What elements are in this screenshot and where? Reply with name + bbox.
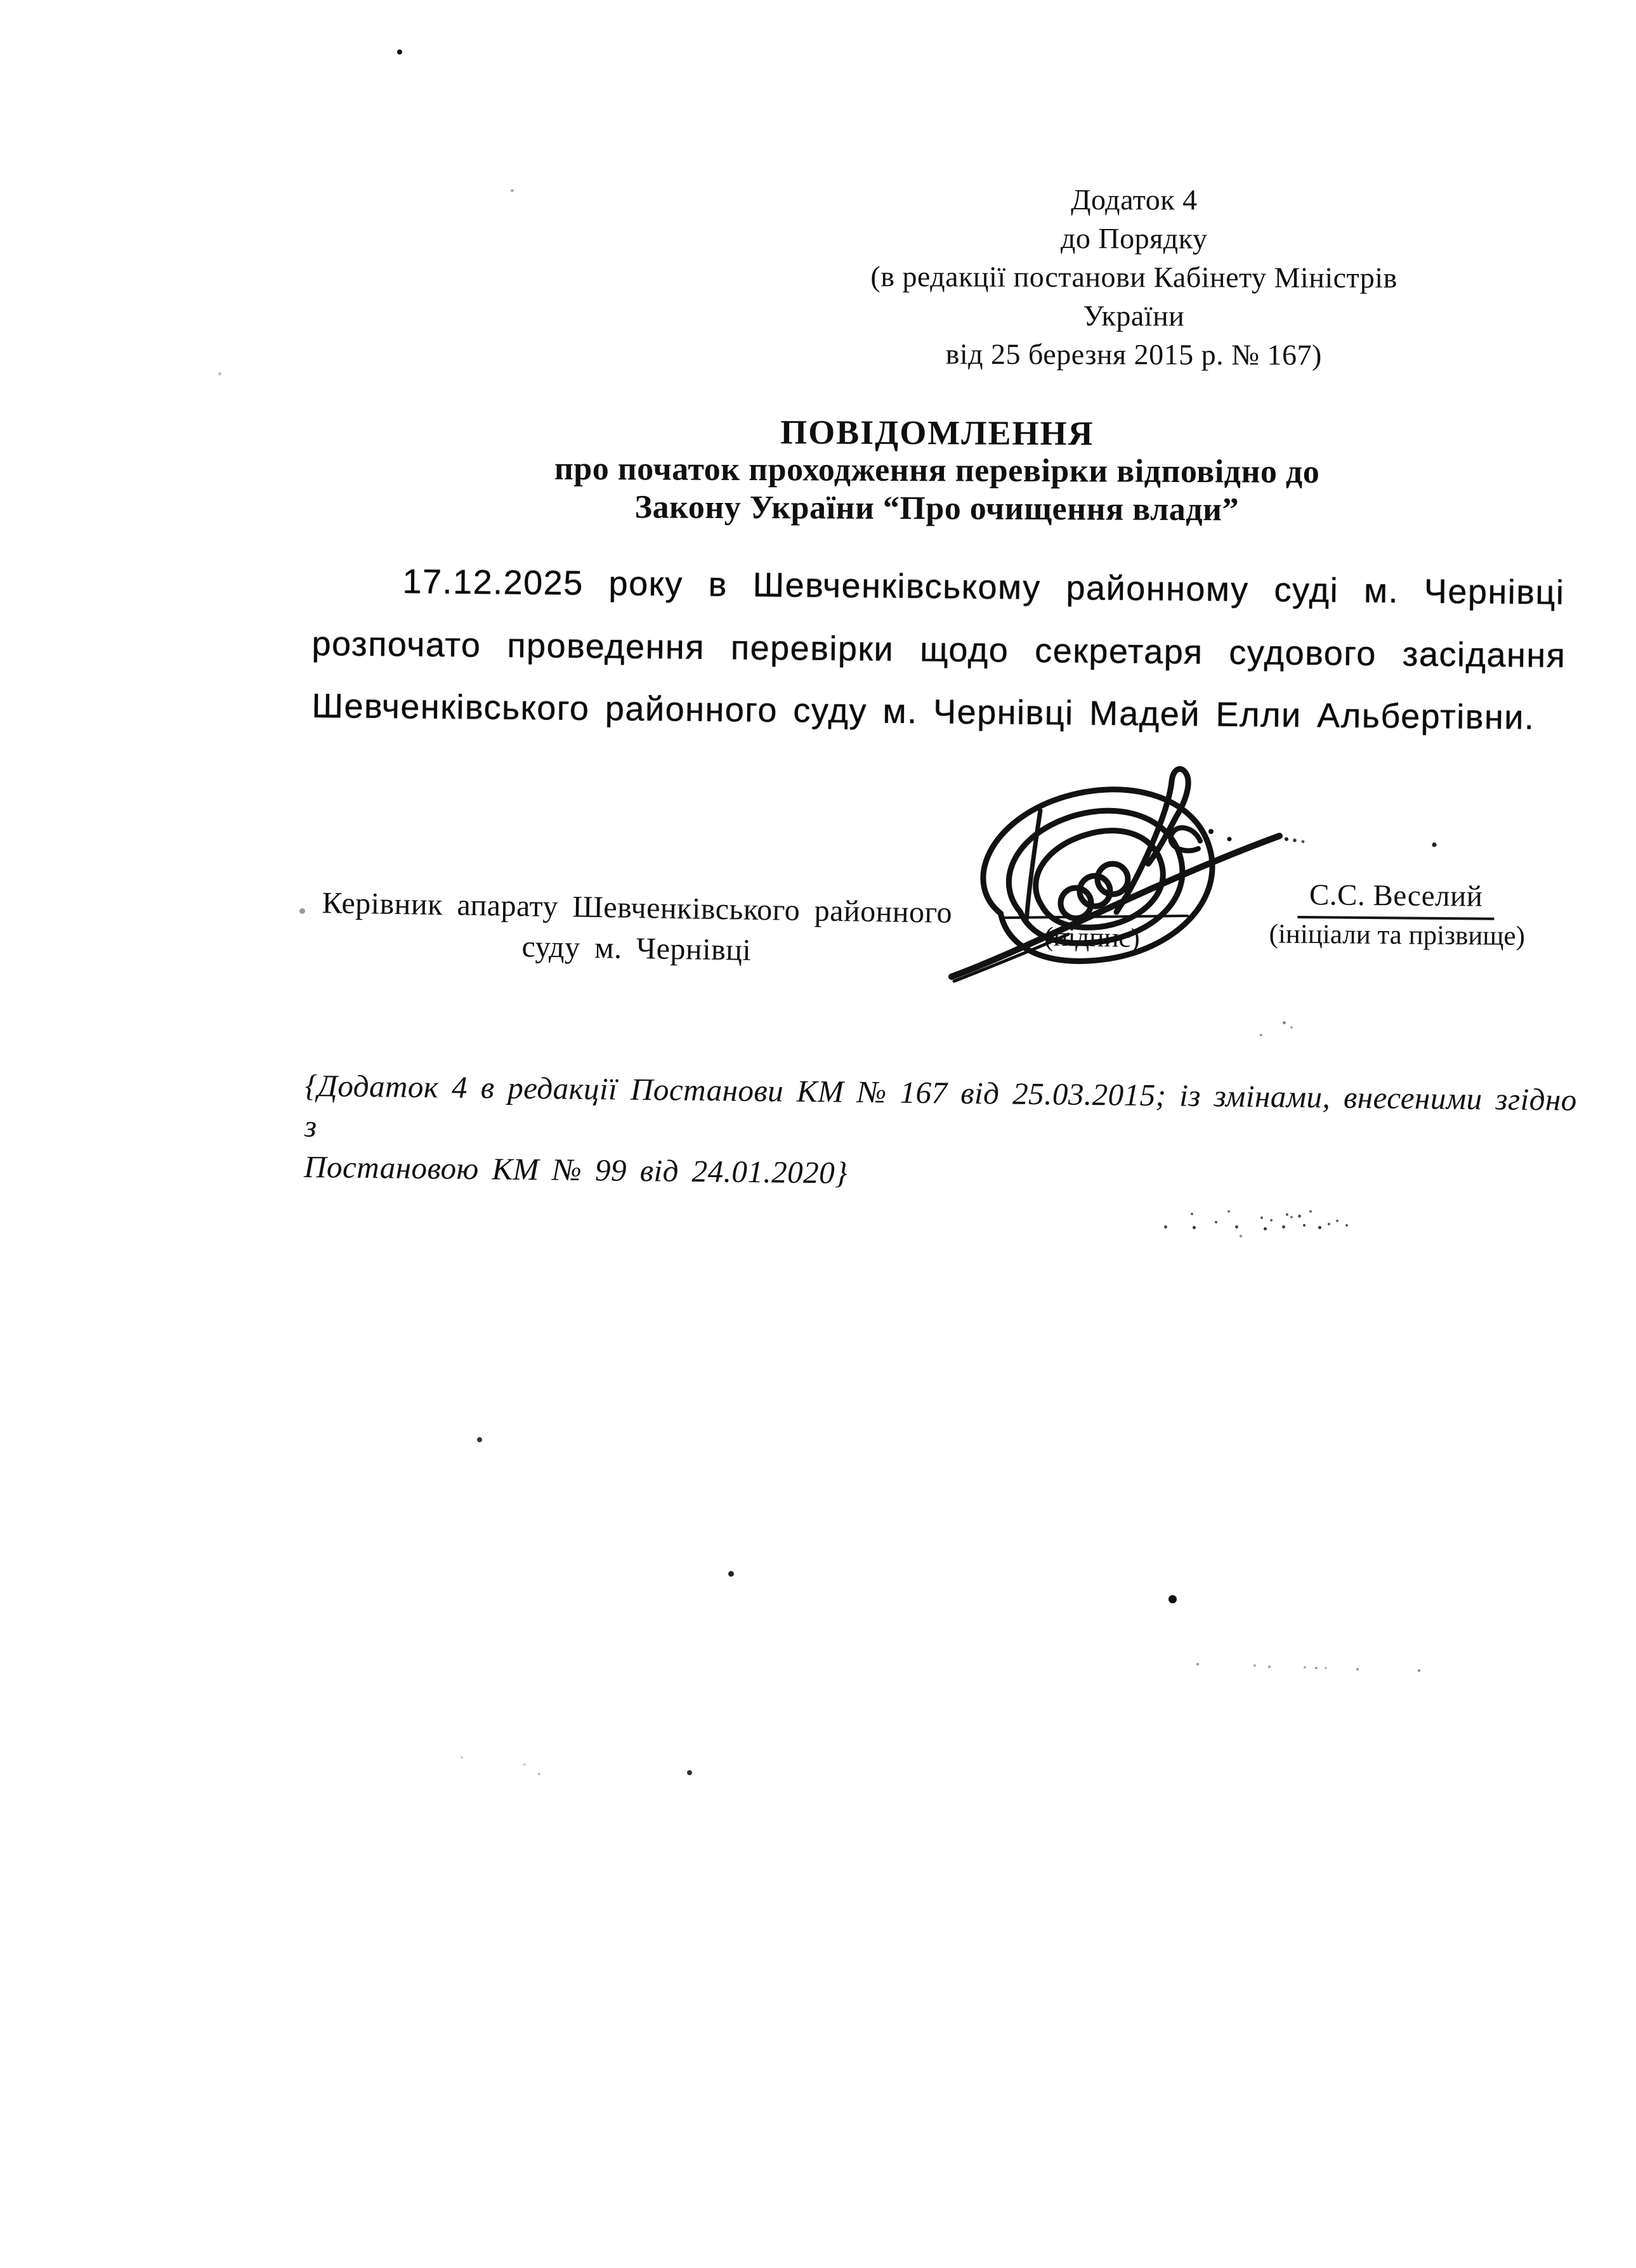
- noise-speck: [1270, 1219, 1273, 1222]
- noise-speck: [1328, 1223, 1330, 1225]
- noise-speck: [1264, 1227, 1267, 1230]
- header-line: (в редакції постанови Кабінету Міністрів України: [870, 260, 1397, 332]
- noise-speck: [1282, 1225, 1285, 1228]
- noise-speck: [1215, 1221, 1217, 1223]
- noise-speck: [397, 49, 402, 55]
- body-paragraph-line: розпочато проведення перевірки щодо секретаря судового засідання: [311, 624, 1566, 675]
- noise-speck: [511, 189, 514, 192]
- title-line-sub2: Закону України “Про очищення влади”: [634, 489, 1240, 528]
- body-paragraph-line: 17.12.2025 року в Шевченківському районному суді м. Чернівці: [402, 562, 1565, 612]
- signatory-name: С.С. Веселий: [1297, 878, 1495, 920]
- footnote-line: {Додаток 4 в редакції Постанови КМ № 167 від 25.03.2015; із змінами, внесеними згідно з: [304, 1067, 1578, 1144]
- noise-speck: [1356, 1668, 1359, 1671]
- noise-speck: [687, 1770, 692, 1775]
- noise-speck: [728, 1571, 734, 1577]
- signatory-name-caption: (ініціали та прізвище): [1269, 919, 1526, 951]
- header-line: до Порядку: [1060, 222, 1208, 255]
- appendix-header: [816, 179, 1451, 375]
- noise-speck: [1325, 1667, 1327, 1669]
- noise-speck: [218, 372, 221, 375]
- noise-speck: [1345, 1224, 1348, 1227]
- noise-speck: [1298, 1215, 1301, 1218]
- noise-speck: [1253, 1664, 1256, 1667]
- noise-speck: [461, 1756, 463, 1759]
- noise-speck: [1227, 1210, 1230, 1213]
- signatory-position-line: Керівник апарату Шевченківського районного: [322, 886, 953, 930]
- noise-speck: [1260, 1034, 1262, 1036]
- noise-speck: [1240, 1235, 1242, 1237]
- noise-speck: [299, 908, 305, 914]
- signatory-position-line: суду м. Чернівці: [521, 930, 752, 967]
- noise-speck: [1260, 1216, 1263, 1219]
- handwritten-signature-ink: [920, 755, 1491, 996]
- noise-speck: [1309, 1210, 1312, 1213]
- noise-speck: [1418, 1669, 1420, 1672]
- noise-speck: [1283, 1021, 1286, 1024]
- noise-speck: [1290, 1216, 1293, 1218]
- noise-speck: [1303, 1224, 1306, 1227]
- noise-speck: [1168, 1595, 1177, 1603]
- header-line: від 25 березня 2015 р. № 167): [945, 337, 1322, 372]
- noise-speck: [477, 1437, 482, 1442]
- noise-speck: [1286, 1213, 1288, 1216]
- noise-speck: [1336, 1220, 1338, 1222]
- noise-speck: [523, 1763, 526, 1766]
- noise-speck: [1191, 1213, 1193, 1215]
- title-line-sub1: про початок проходження перевірки відповідно до: [554, 450, 1320, 490]
- header-line: Додаток 4: [1071, 183, 1198, 216]
- noise-speck: [1193, 1226, 1196, 1229]
- noise-speck: [1290, 1026, 1293, 1029]
- amendment-footnote: [304, 1066, 1580, 1202]
- noise-speck: [1235, 1225, 1238, 1228]
- noise-speck: [538, 1773, 540, 1775]
- document-title: [310, 411, 1564, 531]
- noise-speck: [1196, 1663, 1199, 1665]
- noise-speck: [1268, 1665, 1271, 1668]
- noise-speck: [1304, 1666, 1306, 1669]
- title-line-main: ПОВІДОМЛЕННЯ: [780, 413, 1094, 453]
- noise-speck: [1318, 1226, 1321, 1229]
- signature-caption: (підпис): [1044, 922, 1141, 954]
- footnote-line: Постановою КМ № 99 від 24.01.2020}: [303, 1149, 848, 1190]
- signatory-position-label: [313, 883, 961, 974]
- noise-speck: [1315, 1667, 1318, 1669]
- body-paragraph-line: Шевченківського районного суду м. Чернівці Мадей Елли Альбертівни.: [311, 686, 1535, 737]
- noise-speck: [1164, 1225, 1167, 1228]
